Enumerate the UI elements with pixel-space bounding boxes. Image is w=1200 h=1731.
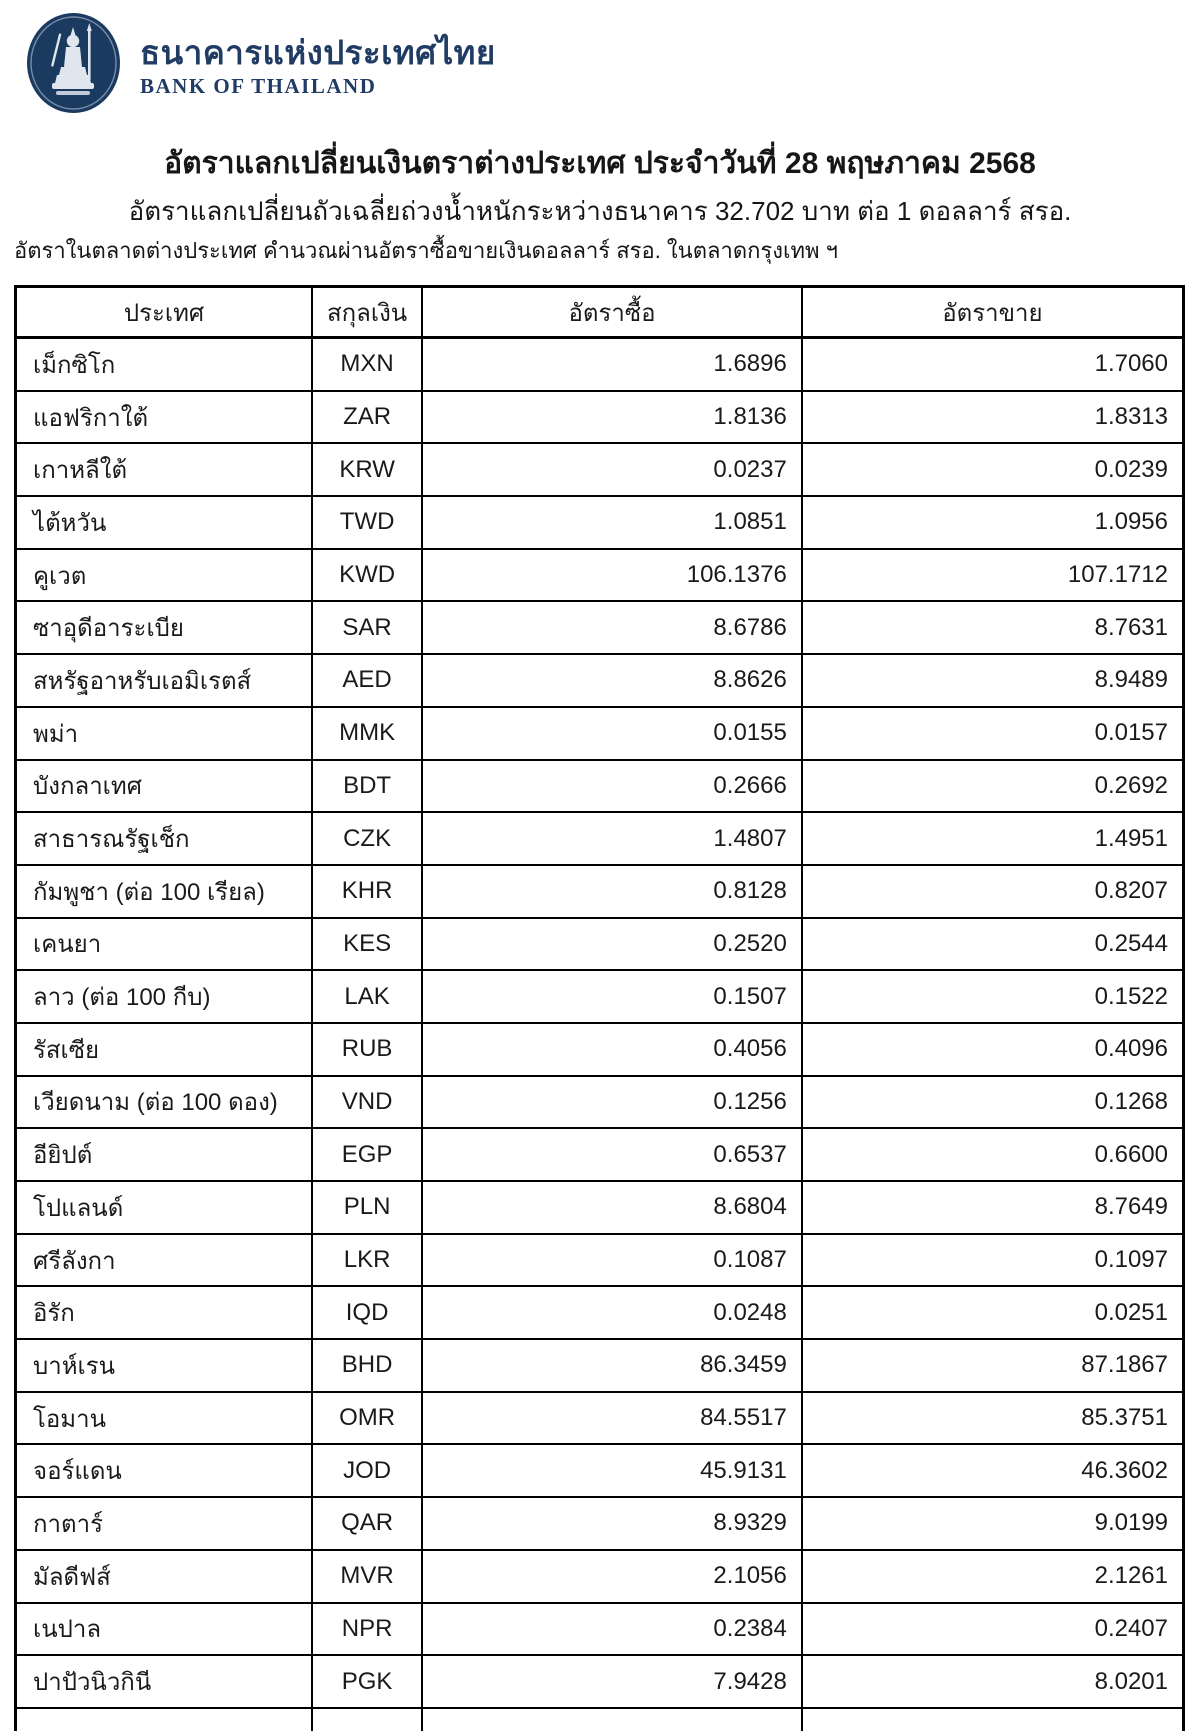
table-row (16, 707, 1184, 760)
table-row (16, 1392, 1184, 1445)
table-row (16, 1655, 1184, 1708)
bank-name-english: BANK OF THAILAND (140, 74, 377, 98)
table-row (16, 1181, 1184, 1234)
buying-rate-value: 0.1256 (422, 1076, 802, 1129)
buying-rate-value: 0.6537 (422, 1128, 802, 1181)
selling-rate-value: 0.2407 (802, 1603, 1184, 1656)
selling-rate-value: 0.0157 (802, 707, 1184, 760)
table-row (16, 1444, 1184, 1497)
currency-code: SAR (312, 601, 422, 654)
rates-table-body (16, 338, 1184, 1731)
currency-code: PGK (312, 1655, 422, 1708)
selling-rate-value: 1.0956 (802, 496, 1184, 549)
buying-rate-value: 45.9131 (422, 1444, 802, 1497)
country-name: กัมพูชา (ต่อ 100 เรียล) (16, 865, 313, 918)
column-header-selling-rate: อัตราขาย (802, 287, 1184, 338)
currency-code: BHD (312, 1339, 422, 1392)
buying-rate-value: 1.0851 (422, 496, 802, 549)
country-name: ซาอุดีอาระเบีย (16, 601, 313, 654)
currency-code: IQD (312, 1286, 422, 1339)
buying-rate-value: 84.5517 (422, 1392, 802, 1445)
currency-code: MVR (312, 1550, 422, 1603)
currency-code: AED (312, 654, 422, 707)
table-row (16, 1023, 1184, 1076)
buying-rate-value: 0.2384 (422, 1603, 802, 1656)
selling-rate-value: 0.1522 (802, 970, 1184, 1023)
table-row (16, 1603, 1184, 1656)
buying-rate-value: 1.8136 (422, 391, 802, 444)
selling-rate-value: 8.9489 (802, 654, 1184, 707)
country-name: เนปาล (16, 1603, 313, 1656)
currency-code: KES (312, 918, 422, 971)
weighted-average-subtitle: อัตราแลกเปลี่ยนถัวเฉลี่ยถ่วงน้ำหนักระหว่างธนาคาร 32.702 บาท ต่อ 1 ดอลลาร์ สรอ. (128, 196, 1072, 226)
selling-rate-value: 0.0251 (802, 1286, 1184, 1339)
bank-header (0, 0, 1200, 116)
currency-code: QAR (312, 1497, 422, 1550)
selling-rate-value: 9.0199 (802, 1497, 1184, 1550)
selling-rate-value: 85.3751 (802, 1392, 1184, 1445)
buying-rate-value: 0.8128 (422, 865, 802, 918)
currency-code: EGP (312, 1128, 422, 1181)
selling-rate-value: 0.2692 (802, 760, 1184, 813)
table-row (16, 443, 1184, 496)
selling-rate-value: 0.2544 (802, 918, 1184, 971)
currency-code: VND (312, 1076, 422, 1129)
buying-rate-value: 0.4056 (422, 1023, 802, 1076)
country-name: เคนยา (16, 918, 313, 971)
selling-rate-value: 0.6600 (802, 1128, 1184, 1181)
selling-rate-value: 1.4951 (802, 812, 1184, 865)
country-name: รัสเซีย (16, 1023, 313, 1076)
currency-code: JOD (312, 1444, 422, 1497)
country-name: โปแลนด์ (16, 1181, 313, 1234)
table-row (16, 1234, 1184, 1287)
country-name: อียิปต์ (16, 1128, 313, 1181)
buying-rate-value: 0.2666 (422, 760, 802, 813)
country-name: ศรีลังกา (16, 1234, 313, 1287)
empty-cell (16, 1708, 313, 1731)
selling-rate-value: 0.0239 (802, 443, 1184, 496)
currency-code: LAK (312, 970, 422, 1023)
selling-rate-value: 0.8207 (802, 865, 1184, 918)
page-title: อัตราแลกเปลี่ยนเงินตราต่างประเทศ ประจำวันที่ 28 พฤษภาคม 2568 (164, 147, 1036, 180)
table-row (16, 496, 1184, 549)
buying-rate-value: 0.0248 (422, 1286, 802, 1339)
country-name: สาธารณรัฐเช็ก (16, 812, 313, 865)
country-name: แอฟริกาใต้ (16, 391, 313, 444)
country-name: พม่า (16, 707, 313, 760)
currency-code: NPR (312, 1603, 422, 1656)
currency-code: MMK (312, 707, 422, 760)
table-row (16, 1076, 1184, 1129)
country-name: สหรัฐอาหรับเอมิเรตส์ (16, 654, 313, 707)
selling-rate-value: 1.7060 (802, 338, 1184, 391)
table-row (16, 601, 1184, 654)
buying-rate-value: 0.0237 (422, 443, 802, 496)
buying-rate-value: 0.1507 (422, 970, 802, 1023)
buying-rate-value: 8.6804 (422, 1181, 802, 1234)
currency-code: ZAR (312, 391, 422, 444)
bank-names (140, 27, 496, 99)
country-name: เกาหลีใต้ (16, 443, 313, 496)
selling-rate-value: 2.1261 (802, 1550, 1184, 1603)
column-header-currency: สกุลเงิน (312, 287, 422, 338)
currency-code: KWD (312, 549, 422, 602)
selling-rate-value: 8.7649 (802, 1181, 1184, 1234)
table-row (16, 1286, 1184, 1339)
country-name: ไต้หวัน (16, 496, 313, 549)
currency-code: LKR (312, 1234, 422, 1287)
exchange-rates-table (14, 285, 1185, 1731)
country-name: ปาปัวนิวกินี (16, 1655, 313, 1708)
buying-rate-value: 0.1087 (422, 1234, 802, 1287)
buying-rate-value: 8.6786 (422, 601, 802, 654)
currency-code: BDT (312, 760, 422, 813)
table-row (16, 549, 1184, 602)
table-row (16, 654, 1184, 707)
selling-rate-value: 0.4096 (802, 1023, 1184, 1076)
country-name: โอมาน (16, 1392, 313, 1445)
table-row (16, 338, 1184, 391)
selling-rate-value: 1.8313 (802, 391, 1184, 444)
table-row (16, 1128, 1184, 1181)
currency-code: OMR (312, 1392, 422, 1445)
buying-rate-value: 106.1376 (422, 549, 802, 602)
buying-rate-value: 2.1056 (422, 1550, 802, 1603)
table-header-row (16, 287, 1184, 338)
currency-code: RUB (312, 1023, 422, 1076)
table-row (16, 1339, 1184, 1392)
empty-cell (312, 1708, 422, 1731)
buying-rate-value: 1.6896 (422, 338, 802, 391)
currency-code: TWD (312, 496, 422, 549)
table-row (16, 812, 1184, 865)
country-name: บังกลาเทศ (16, 760, 313, 813)
table-row (16, 970, 1184, 1023)
table-row (16, 391, 1184, 444)
buying-rate-value: 7.9428 (422, 1655, 802, 1708)
country-name: อิรัก (16, 1286, 313, 1339)
country-name: มัลดีฟส์ (16, 1550, 313, 1603)
selling-rate-value: 0.1097 (802, 1234, 1184, 1287)
currency-code: MXN (312, 338, 422, 391)
table-row (16, 918, 1184, 971)
country-name: กาตาร์ (16, 1497, 313, 1550)
country-name: คูเวต (16, 549, 313, 602)
empty-cell (802, 1708, 1184, 1731)
selling-rate-value: 8.7631 (802, 601, 1184, 654)
selling-rate-value: 0.1268 (802, 1076, 1184, 1129)
buying-rate-value: 86.3459 (422, 1339, 802, 1392)
table-row (16, 760, 1184, 813)
buying-rate-value: 8.9329 (422, 1497, 802, 1550)
column-header-country: ประเทศ (16, 287, 313, 338)
buying-rate-value: 8.8626 (422, 654, 802, 707)
currency-code: CZK (312, 812, 422, 865)
country-name: เวียดนาม (ต่อ 100 ดอง) (16, 1076, 313, 1129)
country-name: ลาว (ต่อ 100 กีบ) (16, 970, 313, 1023)
table-row (16, 865, 1184, 918)
table-row (16, 1550, 1184, 1603)
buying-rate-value: 0.2520 (422, 918, 802, 971)
currency-code: PLN (312, 1181, 422, 1234)
table-row (16, 1497, 1184, 1550)
selling-rate-value: 87.1867 (802, 1339, 1184, 1392)
bank-name-thai: ธนาคารแห่งประเทศไทย (140, 34, 496, 71)
selling-rate-value: 46.3602 (802, 1444, 1184, 1497)
column-header-buying-rate: อัตราซื้อ (422, 287, 802, 338)
selling-rate-value: 107.1712 (802, 549, 1184, 602)
table-row-partial (16, 1708, 1184, 1731)
empty-cell (422, 1708, 802, 1731)
country-name: จอร์แดน (16, 1444, 313, 1497)
buying-rate-value: 0.0155 (422, 707, 802, 760)
country-name: บาห์เรน (16, 1339, 313, 1392)
currency-code: KHR (312, 865, 422, 918)
buying-rate-value: 1.4807 (422, 812, 802, 865)
country-name: เม็กซิโก (16, 338, 313, 391)
currency-code: KRW (312, 443, 422, 496)
foreign-market-note: อัตราในตลาดต่างประเทศ คำนวณผ่านอัตราซื้อขายเงินดอลลาร์ สรอ. ในตลาดกรุงเทพ ฯ (14, 238, 838, 263)
selling-rate-value: 8.0201 (802, 1655, 1184, 1708)
bank-of-thailand-logo-icon (25, 11, 122, 115)
